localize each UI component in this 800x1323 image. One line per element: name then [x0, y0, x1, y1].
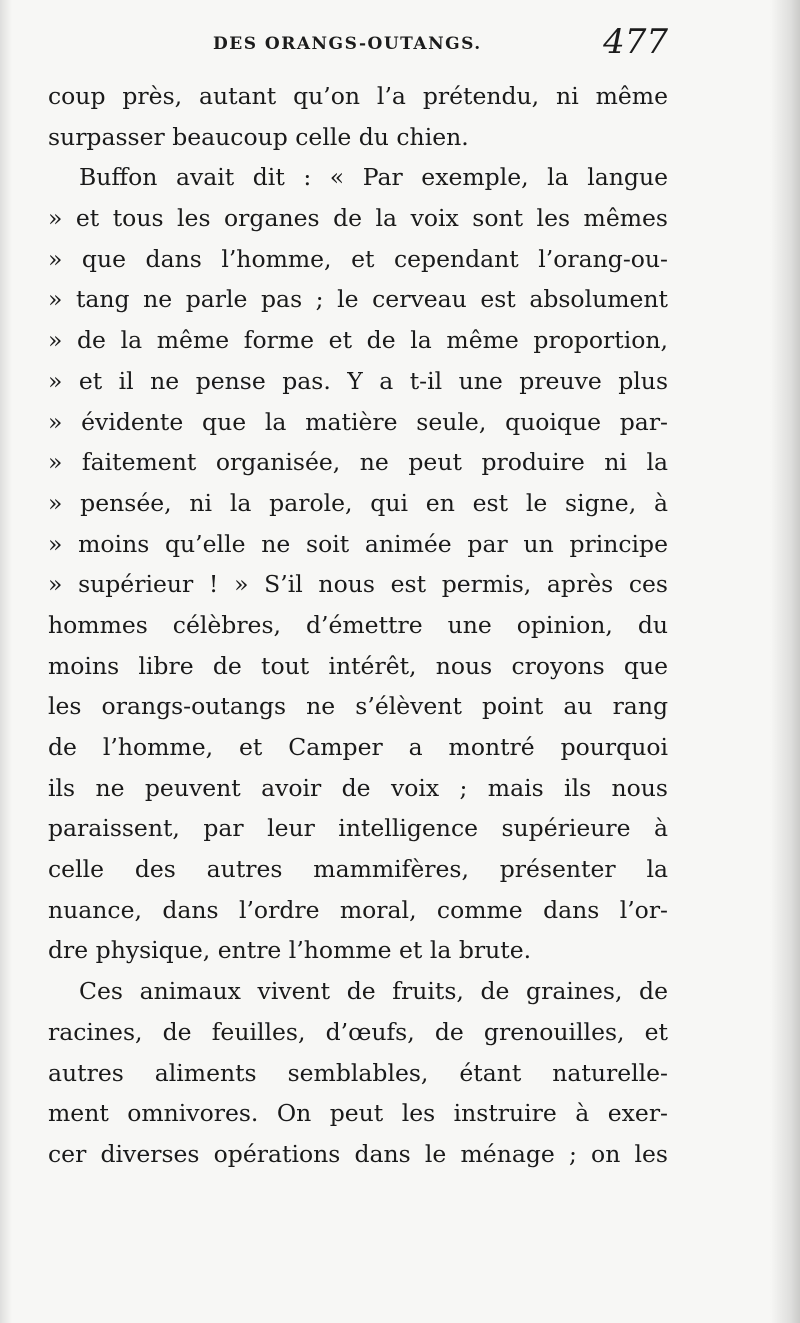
text-line: » faitement organisée, ne peut produire ni la: [48, 448, 668, 477]
text-line: Buffon avait dit : « Par exemple, la langue: [79, 163, 668, 192]
text-line: Ces animaux vivent de fruits, de graines, de: [79, 977, 668, 1006]
page-number: 477: [603, 22, 668, 62]
text-line: ment omnivores. On peut les instruire à exer-: [48, 1099, 668, 1128]
text-line: » et tous les organes de la voix sont les mêmes: [48, 204, 668, 233]
text-line: autres aliments semblables, étant naturelle-: [48, 1058, 668, 1087]
text-line: » de la même forme et de la même proportion,: [48, 326, 668, 355]
text-line: racines, de feuilles, d’œufs, de grenouilles, et: [48, 1017, 668, 1046]
text-line: ils ne peuvent avoir de voix ; mais ils nous: [48, 773, 668, 802]
body-text: [48, 76, 668, 1175]
text-line: cer diverses opérations dans le ménage ; on les: [48, 1139, 668, 1168]
text-line: » supérieur ! » S’il nous est permis, après ces: [48, 570, 668, 599]
page-edge-shadow: [770, 0, 800, 1323]
text-line: » tang ne parle pas ; le cerveau est absolument: [48, 285, 668, 314]
text-line: » que dans l’homme, et cependant l’orang-ou-: [48, 244, 668, 273]
text-line: coup près, autant qu’on l’a prétendu, ni même: [48, 82, 668, 110]
text-line: » évidente que la matière seule, quoique par-: [48, 407, 668, 436]
text-line: moins libre de tout intérêt, nous croyons que: [48, 651, 668, 680]
page-header: [48, 22, 668, 72]
text-line: » pensée, ni la parole, qui en est le signe, à: [48, 488, 668, 517]
text-line: » moins qu’elle ne soit animée par un principe: [48, 529, 668, 558]
running-title: DES ORANGS-OUTANGS.: [213, 34, 482, 54]
page-gutter-shadow: [0, 0, 12, 1323]
text-line: hommes célèbres, d’émettre une opinion, du: [48, 610, 668, 639]
text-line: » et il ne pense pas. Y a t-il une preuve plus: [48, 366, 668, 395]
text-line: nuance, dans l’ordre moral, comme dans l’or-: [48, 895, 668, 924]
text-line: surpasser beaucoup celle du chien.: [48, 122, 469, 151]
text-line: de l’homme, et Camper a montré pourquoi: [48, 733, 668, 761]
text-line: dre physique, entre l’homme et la brute.: [48, 936, 532, 965]
text-line: les orangs-outangs ne s’élèvent point au rang: [48, 692, 668, 721]
text-line: paraissent, par leur intelligence supérieure à: [48, 814, 668, 843]
text-line: celle des autres mammifères, présenter la: [48, 855, 668, 884]
